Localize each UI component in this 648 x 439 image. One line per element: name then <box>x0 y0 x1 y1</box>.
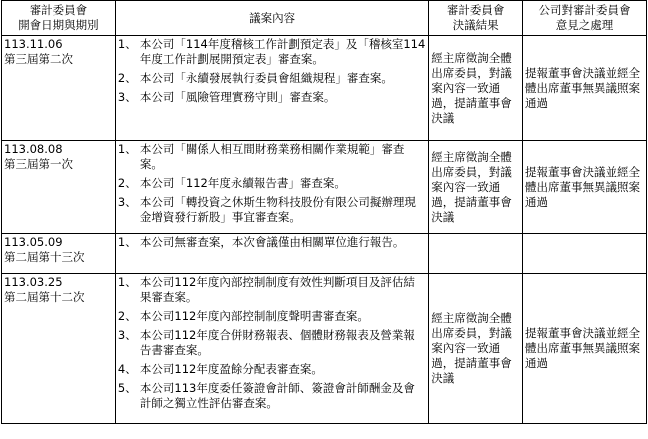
handling-cell: 提報董事會決議並經全體出席董事無異議照案通過 <box>523 141 647 234</box>
item-number: 2、 <box>117 71 137 85</box>
header-col4-line2: 意見之處理 <box>555 18 614 32</box>
meeting-date: 113.05.09 <box>4 235 63 249</box>
proposal-cell <box>115 141 428 234</box>
header-col3-line1: 審計委員會 <box>446 3 505 17</box>
item-number: 4、 <box>117 362 137 376</box>
item-text: 本公司「關係人相互間財務業務相關作業規範」審查案。 <box>139 142 405 171</box>
item-number: 5、 <box>117 381 137 395</box>
list-item <box>118 328 426 358</box>
result-cell <box>429 234 523 274</box>
item-text: 本公司112年度內部控制制度有效性判斷項目及評估結果審查案。 <box>139 275 415 304</box>
header-handling <box>523 1 647 36</box>
item-number: 1、 <box>117 37 137 51</box>
item-text: 本公司112年度盈餘分配表審查案。 <box>139 362 323 376</box>
header-col4-line1: 公司對審計委員會 <box>538 3 631 17</box>
list-item <box>118 90 426 105</box>
meeting-session: 第二屆第十二次 <box>4 290 85 304</box>
meeting-date: 113.11.06 <box>4 37 63 51</box>
list-item <box>118 71 426 86</box>
meeting-session: 第二屆第十三次 <box>4 250 85 264</box>
list-item <box>118 275 426 305</box>
item-text: 本公司「112年度永續報告書」審查案。 <box>139 176 346 190</box>
list-item <box>118 176 426 191</box>
result-cell: 經主席徵詢全體出席委員，對議案內容一致通過，提請董事會決議 <box>429 274 523 424</box>
table-row <box>2 274 647 424</box>
result-cell: 經主席徵詢全體出席委員，對議案內容一致通過，提請董事會決議 <box>429 36 523 141</box>
item-text: 本公司「永續發展執行委員會組織規程」審查案。 <box>139 71 393 85</box>
meeting-date: 113.08.08 <box>4 142 63 156</box>
item-text: 本公司「轉投資之休斯生物科技股份有限公司擬辦理現金增資發行新股」事宜審查案。 <box>139 195 416 224</box>
proposal-cell <box>115 274 428 424</box>
header-col1-line1: 審計委員會 <box>29 3 88 17</box>
list-item <box>118 235 426 250</box>
item-number: 2、 <box>117 176 137 190</box>
date-session-cell <box>2 234 116 274</box>
header-date-session <box>2 1 116 36</box>
meeting-session: 第三屆第一次 <box>4 157 73 171</box>
handling-cell <box>523 234 647 274</box>
meeting-date: 113.03.25 <box>4 275 63 289</box>
list-item <box>118 37 426 67</box>
item-number: 1、 <box>117 142 137 156</box>
item-text: 本公司112年度合併財務報表、個體財務報表及營業報告書審查案。 <box>139 328 415 357</box>
table-row <box>2 234 647 274</box>
result-cell: 經主席徵詢全體出席委員，對議案內容一致通過，提請董事會決議 <box>429 141 523 234</box>
table-row <box>2 36 647 141</box>
item-text: 本公司「114年度稽核工作計劃預定表」及「稽核室114年度工作計劃展開預定表」審查案。 <box>139 37 426 66</box>
item-number: 2、 <box>117 309 137 323</box>
item-number: 3、 <box>117 90 137 104</box>
item-number: 1、 <box>117 275 137 289</box>
item-text: 本公司「風險管理實務守則」審查案。 <box>139 90 336 104</box>
table-row <box>2 141 647 234</box>
meeting-session: 第三屆第二次 <box>4 52 73 66</box>
item-number: 1、 <box>117 235 137 249</box>
proposal-cell <box>115 36 428 141</box>
handling-cell: 提報董事會決議並經全體出席董事無異議照案通過 <box>523 274 647 424</box>
date-session-cell <box>2 274 116 424</box>
audit-committee-table <box>1 0 647 424</box>
header-row <box>2 1 647 36</box>
list-item <box>118 309 426 324</box>
item-text: 本公司112年度內部控制制度聲明書審查案。 <box>139 309 369 323</box>
proposal-cell <box>115 234 428 274</box>
item-text: 本公司113年度委任簽證會計師、簽證會計師酬金及會計師之獨立性評估審查案。 <box>139 381 415 410</box>
header-proposal: 議案內容 <box>115 1 428 36</box>
item-number: 3、 <box>117 195 137 209</box>
header-result <box>429 1 523 36</box>
header-col3-line2: 決議結果 <box>452 18 499 32</box>
item-number: 3、 <box>117 328 137 342</box>
list-item <box>118 142 426 172</box>
item-text: 本公司無審查案，本次會議僅由相關單位進行報告。 <box>139 235 405 249</box>
list-item <box>118 362 426 377</box>
header-col1-line2: 開會日期與期別 <box>18 18 99 32</box>
date-session-cell <box>2 36 116 141</box>
list-item <box>118 195 426 225</box>
handling-cell: 提報董事會決議並經全體出席董事無異議照案通過 <box>523 36 647 141</box>
date-session-cell <box>2 141 116 234</box>
list-item <box>118 381 426 411</box>
